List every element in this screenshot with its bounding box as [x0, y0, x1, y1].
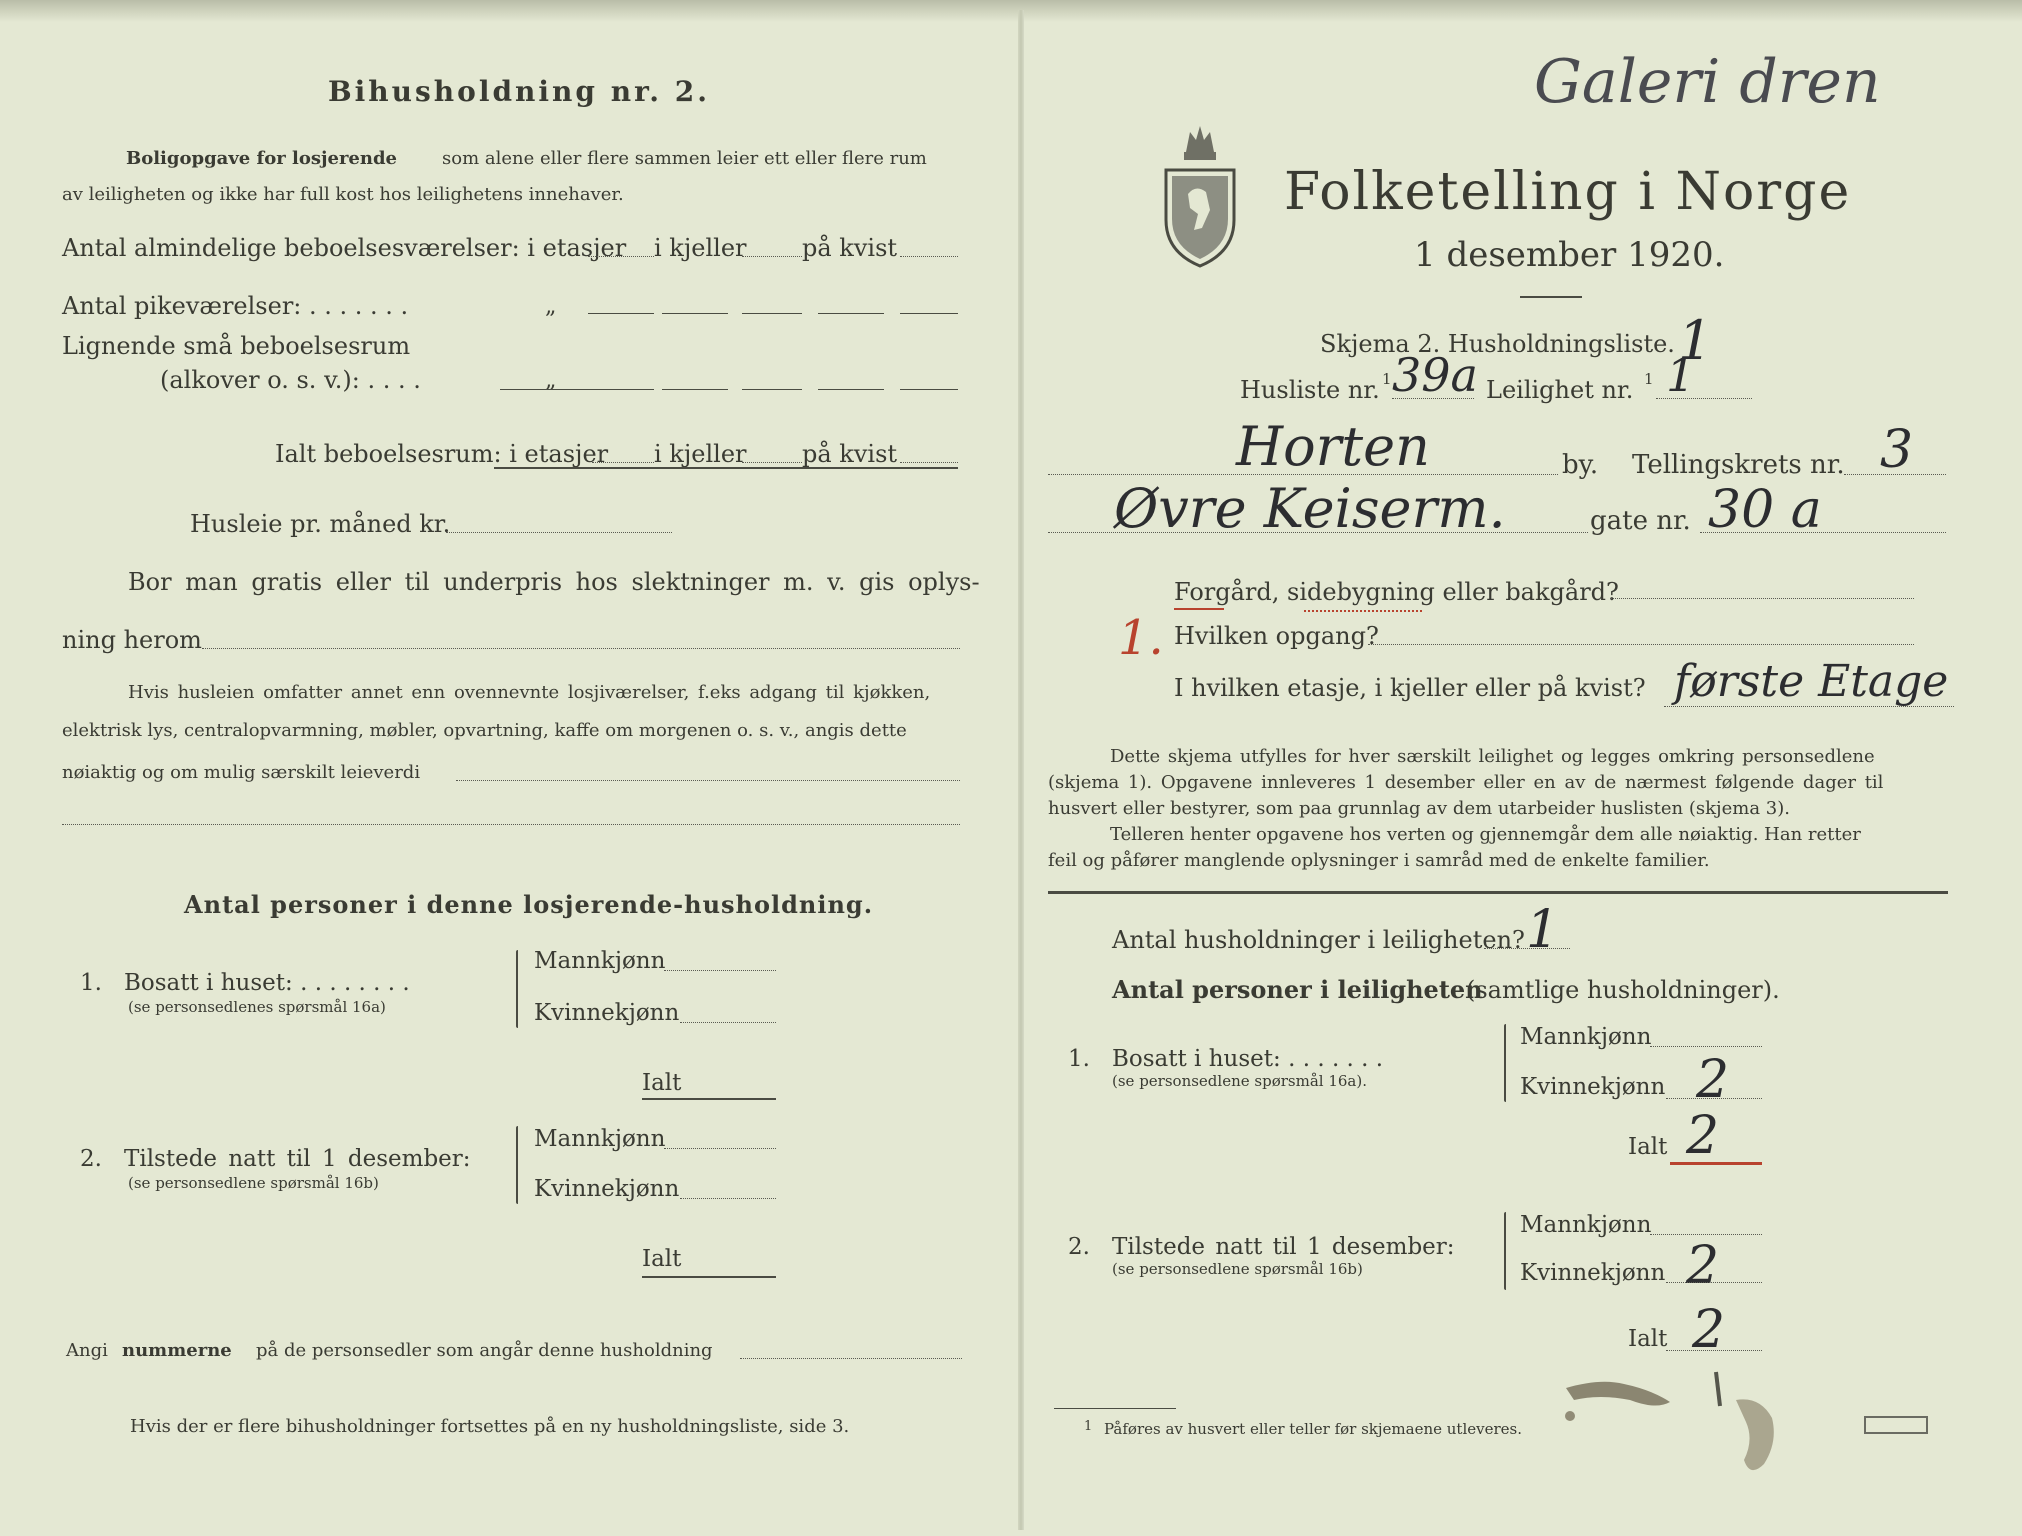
husleie-field[interactable] [446, 532, 672, 533]
intro-bold: Boligopgave for losjerende [126, 148, 398, 169]
l-q1-brace [516, 950, 518, 1028]
r-q1-mann-field[interactable] [1650, 1046, 1762, 1047]
husliste-label: Husliste nr. [1240, 376, 1380, 404]
alkove-kvist-a[interactable] [742, 389, 802, 390]
bor-man-field[interactable] [202, 648, 960, 649]
hvis-line-1: Hvis husleien omfatter annet enn ovennevnte losjiværelser, f.eks adgang til kjøkken, [128, 682, 931, 703]
r-q2-label: Tilstede natt til 1 desember: [1112, 1234, 1455, 1260]
pike-kjeller-field[interactable] [662, 313, 728, 314]
angi-post: på de personsedler som angår denne husholdning [256, 1340, 713, 1361]
tellingskrets-label: Tellingskrets nr. [1632, 450, 1845, 480]
r-q2-mann-field[interactable] [1650, 1234, 1762, 1235]
antal-hush-hw: 1 [1526, 900, 1560, 960]
l-q1-ialt-field[interactable] [642, 1098, 776, 1100]
r-q2-kvinne-field[interactable] [1666, 1282, 1762, 1283]
l-q1-kvinne-field[interactable] [680, 1022, 776, 1023]
leilighet-field[interactable] [1656, 398, 1752, 399]
etasje-label: I hvilken etasje, i kjeller eller på kvist? [1174, 674, 1646, 702]
census-date: 1 desember 1920. [1414, 235, 1725, 275]
lignende-label-1: Lignende små beboelsesrum [62, 332, 411, 360]
l-q1-ialt-label: Ialt [642, 1070, 682, 1096]
footnote-sup: 1 [1084, 1419, 1093, 1434]
r-q2-brace [1504, 1212, 1506, 1290]
l-q2-sub: (se personsedlene spørsmål 16b) [128, 1174, 379, 1192]
l-q2-ialt-field[interactable] [642, 1276, 776, 1278]
antal-alm-label: Antal almindelige beboelsesværelser: i etasjer [62, 234, 627, 262]
ialt-kjeller-field[interactable] [742, 462, 802, 463]
r-q2-kvinne-label: Kvinnekjønn [1520, 1260, 1666, 1286]
opgang-field[interactable] [1368, 644, 1914, 645]
alkove-kjeller-field[interactable] [662, 389, 728, 390]
l-q2-brace [516, 1126, 518, 1204]
r-q1-ialt-red-line [1670, 1162, 1762, 1165]
paper-edge [0, 0, 2022, 22]
tellingskrets-field[interactable] [1844, 474, 1946, 475]
l-q1-label: Bosatt i huset: . . . . . . . . [124, 970, 410, 996]
handwritten-top: Galeri dren [1534, 47, 1881, 117]
l-q2-mann-field[interactable] [664, 1148, 776, 1149]
ditto-mark: „ [545, 294, 557, 319]
gate-nr-field[interactable] [1700, 532, 1946, 533]
instr-line-4: Telleren henter opgavene hos verten og gjennemgår dem alle nøiaktig. Han retter [1110, 824, 1861, 845]
pike-etasjer-field[interactable] [588, 313, 654, 314]
l-q1-mann-label: Mannkjønn [534, 948, 666, 974]
leilighet-label: Leilighet nr. [1486, 376, 1634, 404]
ialt-rum-label: Ialt beboelsesrum: i etasjer [275, 440, 609, 468]
ialt-etasjer-field[interactable] [592, 462, 654, 463]
l-q1-sub: (se personsedlenes spørsmål 16a) [128, 998, 386, 1016]
antal-pers-heading: Antal personer i leiligheten [1112, 975, 1483, 1004]
husliste-field[interactable] [1392, 398, 1474, 399]
r-q1-kvinne-field[interactable] [1666, 1098, 1762, 1099]
antal-personer-heading: Antal personer i denne losjerende-husholdning. [184, 890, 874, 919]
forgaard-label: Forgård, sidebygning eller bakgård? [1174, 578, 1619, 606]
pike-kvist-c[interactable] [900, 313, 958, 314]
l-q2-kvinne-field[interactable] [680, 1198, 776, 1199]
by-field[interactable] [1048, 474, 1558, 475]
r-q1-mann-label: Mannkjønn [1520, 1024, 1652, 1050]
kvist-field[interactable] [900, 256, 958, 257]
husliste-hw: 39a [1392, 348, 1478, 402]
footnote-rule [1054, 1408, 1176, 1409]
l-q2-num: 2. [80, 1146, 102, 1172]
alkove-kvist-b[interactable] [818, 389, 884, 390]
instructions-rule [1048, 891, 1948, 894]
instr-line-1: Dette skjema utfylles for hver særskilt leilighet og legges omkring personsedlene [1110, 746, 1875, 767]
instr-line-3: husvert eller bestyrer, som paa grunnlag av dem utarbeider huslisten (skjema 3). [1048, 798, 1790, 819]
norway-coat-of-arms-icon [1160, 118, 1240, 270]
gate-field[interactable] [1048, 532, 1588, 533]
ialt-kvist-label: på kvist [802, 440, 898, 468]
hvis-line-2: elektrisk lys, centralopvarmning, møbler, opvartning, kaffe om morgenen o. s. v., angis dette [62, 720, 907, 741]
page-fold [1018, 10, 1024, 1530]
by-hw: Horten [1236, 415, 1430, 478]
bor-man-line-1: Bor man gratis eller til underpris hos slektninger m. v. gis oplys- [128, 568, 980, 596]
antal-hush-label: Antal husholdninger i leiligheten? [1112, 926, 1525, 954]
r-q2-ialt-label: Ialt [1628, 1326, 1668, 1352]
bor-man-line-2: ning herom [62, 626, 202, 654]
r-q2-kvinne-hw: 2 [1686, 1236, 1720, 1296]
tellingskrets-hw: 3 [1880, 420, 1914, 480]
printer-stamp [1864, 1416, 1928, 1434]
r-q1-kvinne-hw: 2 [1696, 1050, 1730, 1110]
footnote-text: Påføres av husvert eller teller før skjemaene utleveres. [1104, 1420, 1522, 1438]
etasje-field[interactable] [1664, 706, 1954, 707]
r-q2-mann-label: Mannkjønn [1520, 1212, 1652, 1238]
instr-line-2: (skjema 1). Opgavene innleveres 1 desember eller en av de nærmest følgende dager til [1048, 772, 1884, 793]
ialt-underline [494, 467, 958, 469]
opgang-label: Hvilken opgang? [1174, 622, 1379, 650]
r-q1-ialt-hw: 2 [1686, 1106, 1720, 1166]
instr-line-5: feil og påfører manglende oplysninger i samråd med de enkelte familier. [1048, 850, 1710, 871]
etasje-hw: første Etage [1674, 656, 1949, 707]
opgang-red-mark: 1. [1118, 610, 1164, 666]
leilighet-sup: 1 [1644, 370, 1654, 388]
left-footer: Hvis der er flere bihusholdninger fortsettes på en ny husholdningsliste, side 3. [130, 1416, 850, 1437]
angi-pre: Angi [66, 1340, 108, 1361]
skjema-label: Skjema 2. Husholdningsliste. [1320, 330, 1675, 358]
gate-nr-hw: 30 a [1708, 480, 1822, 540]
r-q1-kvinne-label: Kvinnekjønn [1520, 1074, 1666, 1100]
skjema-hw: 1 [1678, 309, 1713, 372]
forgaard-red-underline [1174, 608, 1224, 610]
by-label: by. [1562, 450, 1599, 480]
antal-pers-rest: (samtlige husholdninger). [1466, 976, 1780, 1004]
right-title: Folketelling i Norge [1284, 162, 1852, 222]
alkove-kvist-c[interactable] [900, 389, 958, 390]
antal-pike-label: Antal pikeværelser: . . . . . . . [62, 292, 409, 320]
lignende-label-2: (alkover o. s. v.): . . . . [160, 366, 421, 394]
r-q1-brace [1504, 1024, 1506, 1102]
gate-hw: Øvre Keiserm. [1114, 477, 1506, 540]
r-q1-num: 1. [1068, 1046, 1090, 1072]
husleie-label: Husleie pr. måned kr. [190, 510, 451, 538]
antal-hush-field[interactable] [1484, 948, 1570, 949]
l-q1-num: 1. [80, 970, 102, 996]
r-q1-ialt-label: Ialt [1628, 1134, 1668, 1160]
l-q2-mann-label: Mannkjønn [534, 1126, 666, 1152]
r-q2-num: 2. [1068, 1234, 1090, 1260]
date-rule [1520, 296, 1582, 298]
r-q1-sub: (se personsedlene spørsmål 16a). [1112, 1072, 1367, 1090]
ink-smudges [1560, 1360, 1820, 1490]
l-q2-ialt-label: Ialt [642, 1246, 682, 1272]
alkove-etasjer-field[interactable] [500, 389, 654, 390]
husliste-sup: 1 [1382, 370, 1392, 388]
i-kjeller-label: i kjeller [654, 234, 747, 262]
r-q2-sub: (se personsedlene spørsmål 16b) [1112, 1260, 1363, 1278]
l-q2-label: Tilstede natt til 1 desember: [124, 1146, 471, 1172]
pike-kvist-a[interactable] [742, 313, 802, 314]
leieverdi-field-2[interactable] [62, 824, 960, 825]
ialt-kvist-field[interactable] [900, 462, 958, 463]
intro-line-2: av leiligheten og ikke har full kost hos leilighetens innehaver. [62, 184, 624, 205]
intro-line-1: som alene eller flere sammen leier ett eller flere rum [442, 148, 927, 169]
l-q2-kvinne-label: Kvinnekjønn [534, 1176, 680, 1202]
l-q1-mann-field[interactable] [664, 970, 776, 971]
r-q2-ialt-field[interactable] [1666, 1350, 1762, 1351]
kjeller-field[interactable] [742, 256, 802, 257]
leieverdi-field[interactable] [456, 780, 960, 781]
gate-label: gate nr. [1590, 506, 1691, 536]
angi-bold: nummerne [122, 1340, 232, 1361]
pike-kvist-b[interactable] [818, 313, 884, 314]
sidebygning-red-underline [1304, 610, 1422, 612]
ditto-mark-2: „ [545, 368, 557, 393]
paa-kvist-label: på kvist [802, 234, 898, 262]
ialt-kjeller-label: i kjeller [654, 440, 747, 468]
left-title: Bihusholdning nr. 2. [328, 75, 710, 108]
leilighet-hw: 1 [1666, 348, 1696, 402]
r-q2-ialt-hw: 2 [1692, 1300, 1726, 1360]
hvis-line-3: nøiaktig og om mulig særskilt leieverdi [62, 762, 421, 783]
forgaard-field[interactable] [1610, 598, 1914, 599]
etasjer-field[interactable] [588, 256, 654, 257]
angi-field[interactable] [740, 1358, 962, 1359]
r-q1-label: Bosatt i huset: . . . . . . . [1112, 1046, 1384, 1072]
l-q1-kvinne-label: Kvinnekjønn [534, 1000, 680, 1026]
